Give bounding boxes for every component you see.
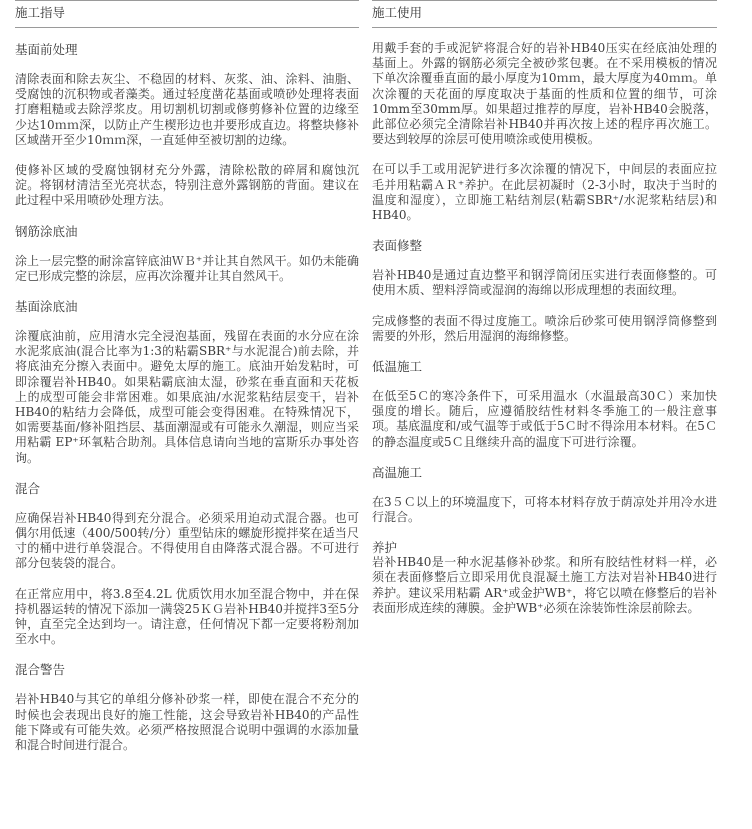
- low-temp-paragraph: 在低至5Ｃ的寒冷条件下，可采用温水（水温最高30Ｃ）来加快强度的增长。随后，应遵循胶结性材料冬季施工的一般注意事项。基底温度和/或气温等于或低于5Ｃ时不得涂用本材料。在5Ｃ的静态温度或5Ｃ且继续升高的温度下可进行涂覆。: [372, 389, 717, 449]
- mixing-warning-paragraph: 岩补HB40与其它的单组分修补砂浆一样，即使在混合不充分的时候也会表现出良好的施工性能，这会导致岩补HB40的产品性能下降或有可能失效。必须严格按照混合说明中强调的水添加量和混合时间进行混合。: [15, 692, 359, 753]
- right-column: [372, 0, 717, 616]
- heading-mixing: 混合: [15, 480, 41, 496]
- section-title-application: 施工使用: [372, 5, 423, 20]
- section-title-construction-guide: 施工指导: [15, 5, 66, 20]
- heading-high-temp: 高温施工: [372, 464, 423, 480]
- surface-prep-paragraph-2: 使修补区域的受腐蚀钢材充分外露，清除松散的碎屑和腐蚀沉淀。将钢材清洁至光亮状态，特别注意外露钢筋的背面。建议在此过程中采用喷砂处理方法。: [15, 163, 359, 208]
- high-temp-paragraph: 在3５Ｃ以上的环境温度下，可将本材料存放于荫凉处并用冷水进行混合。: [372, 494, 717, 525]
- mixing-paragraph-1: 应确保岩补HB40得到充分混合。必须采用迫动式混合器。也可偶尔用低速（400/500转/分）重型钻床的螺旋形搅拌桨在适当尺寸的桶中进行单袋混合。不得使用自由降落式混合器。不可进行部分包装袋的混合。: [15, 510, 359, 571]
- finishing-paragraph-2: 完成修整的表面不得过度施工。喷涂后砂浆可使用钢浮筒修整到需要的外形，然后用湿润的海绵修整。: [372, 313, 717, 343]
- heading-curing: 养护: [372, 540, 398, 556]
- heading-finishing: 表面修整: [372, 238, 423, 254]
- surface-prep-paragraph-1: 清除表面和除去灰尘、不稳固的材料、灰浆、油、涂料、油脂、受腐蚀的沉积物或者藻类。通过轻度凿花基面或喷砂处理将表面打磨粗糙或去除浮浆皮。用切割机切割或修剪修补位置的边缘至少达10ｍｍ深，以防止产生楔形边也并要形成直边。将整块修补区域凿开至少10ｍｍ深，一直延伸至被切割的边缘。: [15, 72, 359, 147]
- left-column: [15, 0, 359, 753]
- rebar-primer-paragraph: 涂上一层完整的耐涂富锌底油ＷＢ⁺并让其自然风干。如仍未能确定已形成完整的涂层，应再次涂覆并让其自然风干。: [15, 253, 359, 283]
- heading-rebar-primer: 钢筋涂底油: [15, 223, 78, 239]
- heading-surface-prep: 基面前处理: [15, 42, 78, 57]
- base-primer-paragraph: 涂覆底油前，应用清水完全浸泡基面，残留在表面的水分应在涂水泥浆底油(混合比率为1:3的粘霸SBR⁺与水泥混合)前去除，并将底油充分擦入表面中。避免太厚的施工。底油开始发粘时，可即涂覆岩补HB40。如果粘霸底油太湿，砂浆在垂直面和天花板上的成型可能会非常困难。如果底油/水泥浆粘结层变干，岩补HB40的粘结力会降低，成型可能会变得困难。在特殊情况下，如需要基面/修补阻挡层、基面潮湿或有可能永久潮湿，则应当采用粘霸 EP⁺环氧粘合助剂。具体信息请向当地的富斯乐办事处咨询。: [15, 329, 359, 465]
- mixing-paragraph-2: 在正常应用中，将3.8至4.2L 优质饮用水加至混合物中，并在保持机器运转的情况下添加一满袋25ＫＧ岩补HB40并搅拌3至5分钟，直至完全达到均一。请注意，任何情况下都一定要将粉剂加至水中。: [15, 586, 359, 647]
- heading-mixing-warning: 混合警告: [15, 662, 66, 678]
- heading-low-temp: 低温施工: [372, 359, 423, 375]
- curing-paragraph: 岩补HB40是一种水泥基修补砂浆。和所有胶结性材料一样，必须在表面修整后立即采用优良混凝土施工方法对岩补HB40进行养护。建议采用粘霸 AR⁺或金护WB⁺，将它以喷在修整后的岩补表面形成连续的薄膜。金护WB⁺必须在涂装饰性涂层前除去。: [372, 555, 717, 615]
- application-paragraph-1: 用戴手套的手或泥铲将混合好的岩补HB40压实在经底油处理的基面上。外露的钢筋必须完全被砂浆包裹。在不采用模板的情况下单次涂覆垂直面的最小厚度为10ｍｍ，最大厚度为40ｍｍ。单次涂覆的天花面的厚度取决于基面的性质和位置的细节，可涂10mm至30mm厚。如果超过推荐的厚度，岩补HB40会脱落，此部位必须完全清除岩补HB40并再次按上述的程序再次施工。要达到较厚的涂层可使用喷涂或使用模板。: [372, 41, 717, 147]
- finishing-paragraph-1: 岩补HB40是通过直边整平和钢浮筒闭压实进行表面修整的。可使用木质、塑料浮筒或湿润的海绵以形成理想的表面纹理。: [372, 268, 717, 298]
- application-paragraph-2: 在可以手工或用泥铲进行多次涂覆的情况下，中间层的表面应拉毛并用粘霸ＡＲ⁺养护。在此层初凝时（2-3小时，取决于当时的温度和湿度），立即施工粘结剂层(粘霸SBR⁺/水泥浆粘结层)和HB40。: [372, 162, 717, 223]
- heading-base-primer: 基面涂底油: [15, 299, 78, 315]
